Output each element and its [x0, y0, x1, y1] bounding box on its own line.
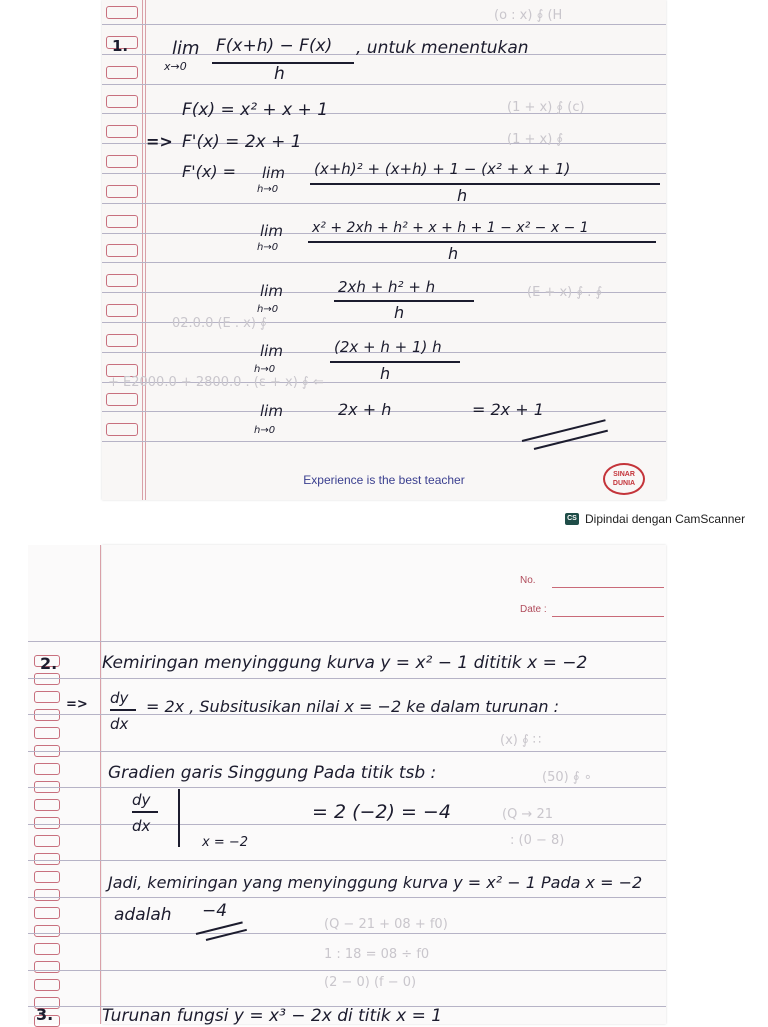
margin-checkbox [106, 244, 138, 257]
margin-checkbox [34, 979, 60, 991]
limit-subscript: h→0 [257, 304, 279, 315]
notebook-page-1 [102, 0, 666, 500]
lim-word: lim [260, 402, 283, 420]
dy-symbol: dy [132, 791, 151, 809]
footer-motto: Experience is the best teacher [303, 473, 465, 487]
fraction-bar [334, 300, 474, 302]
ruled-line [102, 84, 666, 85]
ruled-line [28, 933, 666, 934]
number-label: No. [520, 575, 536, 586]
margin-checkbox [34, 853, 60, 865]
margin-line [145, 0, 146, 500]
conclusion-prefix: adalah [114, 905, 172, 925]
margin-checkbox [34, 727, 60, 739]
fraction-denominator: h [448, 244, 459, 263]
margin-checkbox [106, 304, 138, 317]
bleed-through-text: + E2000.0 + 2800.0 . (ε + x) ∮ ⇐ [108, 375, 324, 390]
bleed-through-text: (Q − 21 + 08 + f0) [324, 917, 448, 932]
implies-arrow: => [66, 697, 88, 712]
margin-checkbox [34, 961, 60, 973]
margin-checkbox [34, 925, 60, 937]
margin-checkbox [34, 817, 60, 829]
evaluation-subscript: x = −2 [202, 835, 249, 850]
dy-symbol: dy [110, 689, 129, 707]
fraction-denominator: h [394, 303, 405, 322]
fraction-numerator: (x+h)² + (x+h) + 1 − (x² + x + 1) [314, 160, 571, 178]
definition-trailing-text: , untuk menentukan [356, 38, 529, 58]
fraction-denominator: h [457, 186, 468, 205]
fraction-numerator: F(x+h) − F(x) [216, 36, 333, 56]
fraction-numerator: x² + 2xh + h² + x + h + 1 − x² − x − 1 [312, 220, 589, 236]
bleed-through-text: 02.0.0 (E . x) ∮ [172, 316, 267, 331]
final-result: = 2x + 1 [472, 400, 544, 419]
lim-word: lim [262, 164, 285, 182]
question-text: Kemiringan menyinggung kurva y = x² − 1 dititik x = −2 [102, 653, 588, 673]
bleed-through-text: (1 + x) ∮ [507, 132, 564, 147]
limit-subscript: h→0 [257, 242, 279, 253]
camscanner-text: Dipindai dengan CamScanner [585, 512, 746, 526]
bleed-through-text: (o : x) ∮ (H [494, 8, 563, 23]
bleed-through-text: (E + x) ∮ . ∮ [527, 285, 603, 300]
brand-logo: SINAR DUNIA [603, 463, 645, 495]
margin-checkbox [34, 799, 60, 811]
ruled-line [102, 24, 666, 25]
result-underline [522, 419, 606, 442]
margin-line [142, 0, 143, 500]
derivative-lhs: F'(x) = [182, 162, 237, 181]
ruled-line [28, 678, 666, 679]
ruled-line [102, 441, 666, 442]
margin-checkbox [106, 423, 138, 436]
derivative-result: F'(x) = 2x + 1 [182, 132, 302, 152]
margin-line [100, 545, 101, 1024]
evaluation-bar [178, 789, 180, 847]
gradient-text: Gradien garis Singgung Pada titik tsb : [108, 763, 437, 783]
bleed-through-text: (Q → 21 [502, 807, 554, 822]
item-number: 3. [36, 1005, 54, 1024]
final-expression: 2x + h [338, 400, 392, 419]
camscanner-logo-icon: CS [565, 513, 579, 525]
limit-subscript: x→0 [164, 60, 187, 73]
fraction-numerator: (2x + h + 1) h [334, 338, 442, 356]
margin-checkbox [34, 871, 60, 883]
fraction-bar [132, 811, 158, 813]
margin-checkbox [34, 907, 60, 919]
margin-checkbox [106, 215, 138, 228]
margin-checkbox [34, 943, 60, 955]
margin-checkbox [106, 274, 138, 287]
margin-checkbox [106, 393, 138, 406]
margin-checkbox [34, 709, 60, 721]
fraction-denominator: h [380, 364, 391, 383]
evaluation-result: = 2 (−2) = −4 [312, 801, 451, 823]
dx-symbol: dx [132, 817, 151, 835]
bleed-through-text: (50) ∮ ∘ [542, 770, 592, 785]
final-answer: −4 [202, 901, 228, 921]
date-label: Date : [520, 604, 547, 615]
function-definition: F(x) = x² + x + 1 [182, 100, 329, 120]
fraction-bar [330, 361, 460, 363]
item-number: 2. [40, 654, 58, 673]
notebook-page-2 [36, 545, 666, 1026]
limit-subscript: h→0 [257, 184, 279, 195]
ruled-line [28, 897, 666, 898]
lim-word: lim [260, 342, 283, 360]
ruled-line [102, 262, 666, 263]
fraction-denominator: h [274, 64, 285, 84]
page-2-left-column [28, 545, 102, 1024]
bleed-through-text: : (0 − 8) [510, 833, 565, 848]
fraction-numerator: 2xh + h² + h [338, 278, 436, 296]
ruled-line [102, 203, 666, 204]
margin-checkbox [106, 334, 138, 347]
lim-word: lim [260, 222, 283, 240]
margin-checkbox [106, 155, 138, 168]
lim-word: lim [260, 282, 283, 300]
fraction-bar [110, 709, 136, 711]
margin-checkbox [34, 673, 60, 685]
bleed-through-text: (2 − 0) (f − 0) [324, 975, 417, 990]
bleed-through-text: (1 + x) ∮ (c) [507, 100, 585, 115]
margin-checkbox [34, 763, 60, 775]
limit-subscript: h→0 [254, 364, 276, 375]
implies-arrow: => [146, 132, 173, 151]
number-line [552, 587, 664, 588]
item-number: 1. [112, 37, 129, 55]
substitution-text: = 2x , Subsitusikan nilai x = −2 ke dalam turunan : [146, 697, 559, 716]
margin-checkbox [34, 889, 60, 901]
ruled-line [28, 970, 666, 971]
bleed-through-text: (x) ∮ ∷ [500, 733, 542, 748]
result-underline [534, 430, 608, 450]
conclusion-text: Jadi, kemiringan yang menyinggung kurva y = x² − 1 Pada x = −2 [108, 873, 643, 892]
question-text: Turunan fungsi y = x³ − 2x di titik x = 1 [102, 1006, 443, 1026]
ruled-line [28, 787, 666, 788]
margin-checkbox [106, 66, 138, 79]
margin-checkbox [34, 835, 60, 847]
limit-subscript: h→0 [254, 425, 276, 436]
ruled-line [28, 824, 666, 825]
dx-symbol: dx [110, 715, 129, 733]
fraction-bar [308, 241, 656, 243]
ruled-line [28, 860, 666, 861]
margin-checkbox [106, 95, 138, 108]
margin-checkbox [106, 125, 138, 138]
date-line [552, 616, 664, 617]
margin-checkbox [34, 691, 60, 703]
fraction-bar [310, 183, 660, 185]
ruled-line [28, 751, 666, 752]
margin-checkbox [106, 6, 138, 19]
lim-word: lim [172, 38, 200, 59]
bleed-through-text: 1 : 18 = 08 ÷ f0 [324, 947, 430, 962]
ruled-line [28, 641, 666, 642]
camscanner-watermark [565, 512, 745, 526]
margin-checkbox [106, 185, 138, 198]
